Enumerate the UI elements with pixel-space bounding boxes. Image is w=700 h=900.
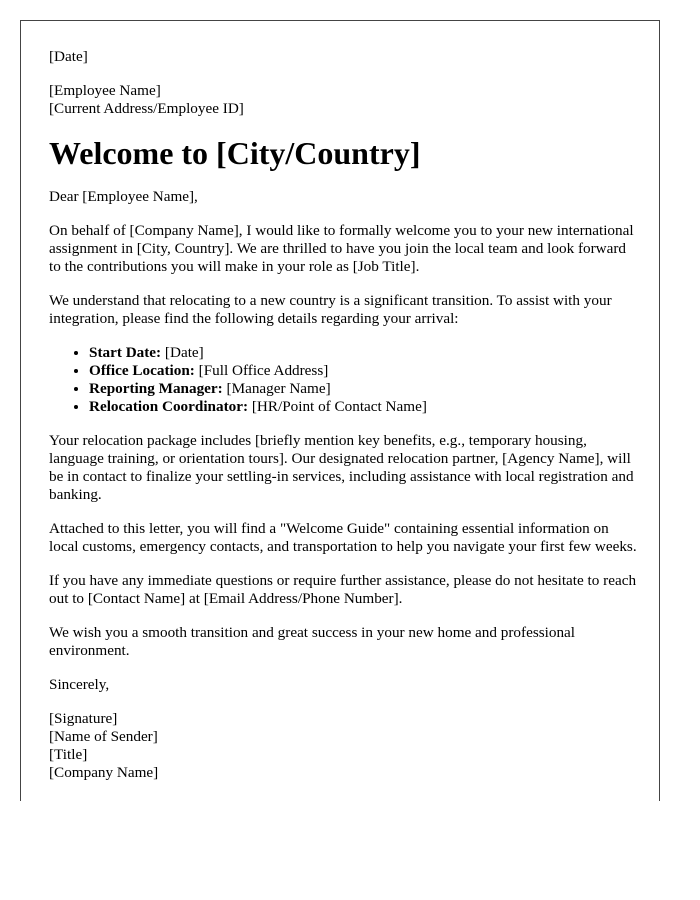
detail-label: Relocation Coordinator: xyxy=(89,398,249,415)
wishes-paragraph: We wish you a smooth transition and great success in your new home and professional environment. xyxy=(49,624,576,659)
detail-label: Office Location: xyxy=(89,362,195,379)
intro-paragraph: On behalf of [Company Name], I would like to formally welcome you to your new international assignment in [City, Country]. We are thrilled to have you join the local team and look forward to the contributions you will make in your role as [Job Title]. xyxy=(49,222,634,275)
salutation: Dear [Employee Name], xyxy=(49,188,198,205)
address-field: [Current Address/Employee ID] xyxy=(49,100,244,117)
transition-paragraph: We understand that relocating to a new country is a significant transition. To assist with your integration, please find the following details regarding your arrival: xyxy=(49,292,612,327)
list-item xyxy=(89,362,639,380)
package-paragraph: Your relocation package includes [briefly mention key benefits, e.g., temporary housing, language training, or orientation tours]. Our designated relocation partner, [Agency Name], will be in contact to finalize your settling-in services, including assistance with local registration and banking. xyxy=(49,432,634,503)
date-field: [Date] xyxy=(49,48,88,65)
sender-title-field: [Title] xyxy=(49,746,88,763)
detail-label: Reporting Manager: xyxy=(89,380,223,397)
details-list xyxy=(49,344,639,416)
list-item xyxy=(89,380,639,398)
detail-label: Start Date: xyxy=(89,344,162,361)
recipient-block xyxy=(49,82,639,118)
company-name-field: [Company Name] xyxy=(49,764,159,781)
signature-field: [Signature] xyxy=(49,710,118,727)
list-item xyxy=(89,344,639,362)
closing: Sincerely, xyxy=(49,676,110,693)
letter-header xyxy=(49,48,639,66)
sender-name-field: [Name of Sender] xyxy=(49,728,158,745)
letter-title: Welcome to [City/Country] xyxy=(49,135,421,171)
guide-paragraph: Attached to this letter, you will find a "Welcome Guide" containing essential information on local customs, emergency contacts, and transportation to help you navigate your first few weeks. xyxy=(49,520,637,555)
questions-paragraph: If you have any immediate questions or require further assistance, please do not hesitate to reach out to [Contact Name] at [Email Address/Phone Number]. xyxy=(49,572,637,607)
letter-page xyxy=(20,20,660,801)
detail-value: [HR/Point of Contact Name] xyxy=(248,398,427,415)
signature-block xyxy=(49,710,639,782)
detail-value: [Manager Name] xyxy=(222,380,331,397)
letter-content xyxy=(49,48,639,782)
detail-value: [Date] xyxy=(161,344,204,361)
list-item xyxy=(89,398,639,416)
detail-value: [Full Office Address] xyxy=(194,362,329,379)
employee-name-field: [Employee Name] xyxy=(49,82,161,99)
